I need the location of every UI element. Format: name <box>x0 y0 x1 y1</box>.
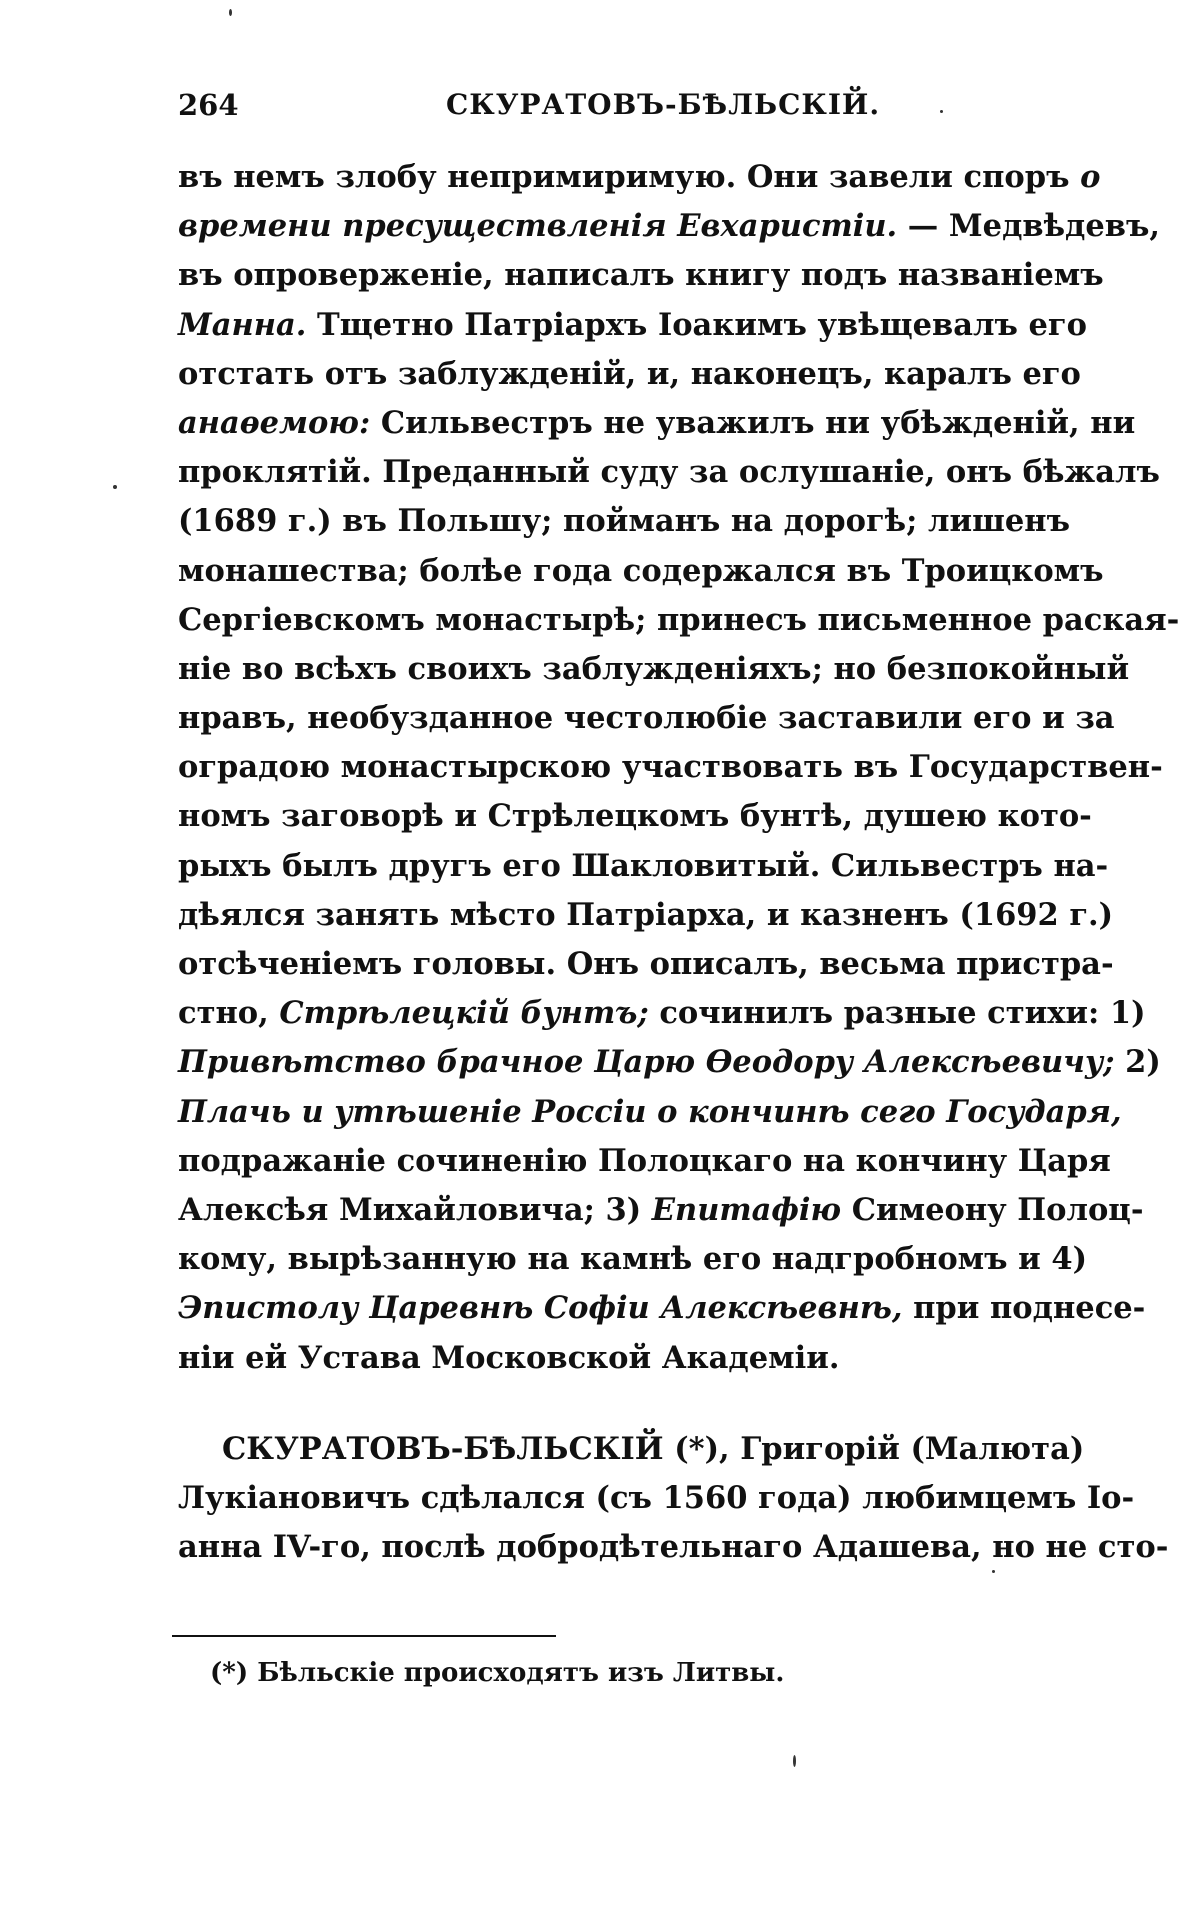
text-line <box>178 940 1114 989</box>
text-run: отсѣченіемъ головы. Онъ описалъ, весьма пристра- <box>178 946 1114 982</box>
text-line <box>178 1523 1169 1572</box>
text-line <box>178 645 1130 694</box>
text-line <box>178 301 1087 350</box>
text-line <box>178 153 1101 202</box>
text-run: монашества; болѣе года содержался въ Троицкомъ <box>178 552 1104 589</box>
text-run: Симеону Полоц- <box>841 1191 1144 1228</box>
paragraph-2 <box>178 1425 1169 1573</box>
text-run: СКУРАТОВЪ-БѢЛЬСКІЙ (*), Григорій (Малюта) <box>222 1431 1085 1467</box>
text-line <box>178 792 1092 841</box>
text-run: номъ заговорѣ и Стрѣлецкомъ бунтѣ, душею кото- <box>178 798 1092 835</box>
text-run: проклятій. Преданный суду за ослушаніе, онъ бѣжалъ <box>178 454 1160 491</box>
scan-speck <box>229 9 232 16</box>
text-line <box>178 1186 1144 1235</box>
italic-text-run: Эпистолу Царевнѣ Софіи Алексѣевнѣ, <box>178 1290 903 1327</box>
text-run: Алексѣя Михайловича; 3) <box>178 1191 652 1228</box>
text-run: въ немъ злобу непримиримую. Они завели споръ <box>178 159 1081 195</box>
text-run: — Медвѣдевъ, <box>897 208 1160 245</box>
text-line <box>178 448 1160 497</box>
text-run: оградою монастырскою участвовать въ Государствен- <box>178 749 1163 786</box>
text-line <box>178 547 1104 596</box>
scan-speck <box>940 110 943 113</box>
running-head <box>178 88 1068 128</box>
text-run: рыхъ былъ другъ его Шакловитый. Сильвестръ на- <box>178 847 1109 884</box>
text-run: ніи ей Устава Московской Академіи. <box>178 1339 840 1376</box>
scan-speck <box>793 1755 796 1767</box>
italic-text-run: Привѣтство брачное Царю Ѳеодору Алексѣевичу; <box>178 1044 1115 1081</box>
text-run: сочинилъ разные стихи: 1) <box>648 995 1146 1032</box>
page-number: 264 <box>178 88 239 122</box>
italic-text-run: Плачь и утѣшеніе Россіи о кончинѣ сего Государя, <box>178 1093 1122 1130</box>
text-line <box>178 399 1136 448</box>
text-line <box>178 1038 1161 1087</box>
text-line <box>178 1334 1068 1383</box>
text-run: при поднесе- <box>902 1290 1146 1327</box>
italic-text-run: о <box>1080 159 1101 195</box>
text-run: кому, вырѣзанную на камнѣ его надгробномъ и 4) <box>178 1241 1088 1278</box>
italic-text-run: анаѳемою: <box>178 404 371 441</box>
footnote: (*) Бѣльскіе происходятъ изъ Литвы. <box>210 1658 785 1688</box>
text-run: Тщетно Патріархъ Іоакимъ увѣщевалъ его <box>306 306 1087 343</box>
text-run: дѣялся занять мѣсто Патріарха, и казненъ (1692 г.) <box>178 896 1114 933</box>
text-line <box>178 694 1115 743</box>
italic-text-run: времени пресуществленія Евхаристіи. <box>178 208 898 245</box>
italic-text-run: Манна. <box>178 306 307 343</box>
text-run: (1689 г.) въ Польшу; пойманъ на дорогѣ; лишенъ <box>178 503 1071 540</box>
text-run: подражаніе сочиненію Полоцкаго на кончину Царя <box>178 1142 1111 1179</box>
paragraph-1 <box>178 153 1179 1383</box>
text-run: въ опроверженіе, написалъ книгу подъ названіемъ <box>178 257 1104 294</box>
text-line <box>178 842 1109 891</box>
running-title: СКУРАТОВЪ-БѢЛЬСКІЙ. <box>446 88 881 121</box>
text-line <box>178 1425 1085 1474</box>
text-run: Сергіевскомъ монастырѣ; принесъ письменное раская- <box>178 601 1179 638</box>
text-line <box>178 251 1104 300</box>
italic-text-run: Епитафію <box>651 1191 842 1228</box>
text-run: Сильвестръ не уважилъ ни убѣжденій, ни <box>370 404 1136 441</box>
text-line <box>178 350 1081 399</box>
text-run: отстать отъ заблужденій, и, наконецъ, каралъ его <box>178 355 1081 392</box>
text-line <box>178 1235 1088 1284</box>
text-line <box>178 497 1071 546</box>
text-line <box>178 1088 1122 1137</box>
text-run: анна IV-го, послѣ добродѣтельнаго Адашева, но не сто- <box>178 1529 1169 1566</box>
text-run: Лукіановичъ сдѣлался (съ 1560 года) любимцемъ Іо- <box>178 1480 1135 1517</box>
text-run: ніе во всѣхъ своихъ заблужденіяхъ; но безпокойный <box>178 650 1130 687</box>
text-run: стно, <box>178 995 280 1032</box>
text-line <box>178 202 1160 251</box>
scan-speck <box>992 1570 995 1573</box>
text-run: 2) <box>1114 1044 1161 1081</box>
scan-speck <box>113 485 117 489</box>
italic-text-run: Стрѣлецкій бунтъ; <box>279 995 649 1032</box>
text-line <box>178 1137 1111 1186</box>
text-line <box>178 596 1179 645</box>
text-line <box>178 1474 1135 1523</box>
text-line <box>178 989 1146 1038</box>
text-line <box>178 1284 1146 1333</box>
footnote-rule <box>172 1635 556 1637</box>
text-line <box>178 743 1163 792</box>
text-run: нравъ, необузданное честолюбіе заставили его и за <box>178 700 1115 737</box>
text-line <box>178 891 1114 940</box>
